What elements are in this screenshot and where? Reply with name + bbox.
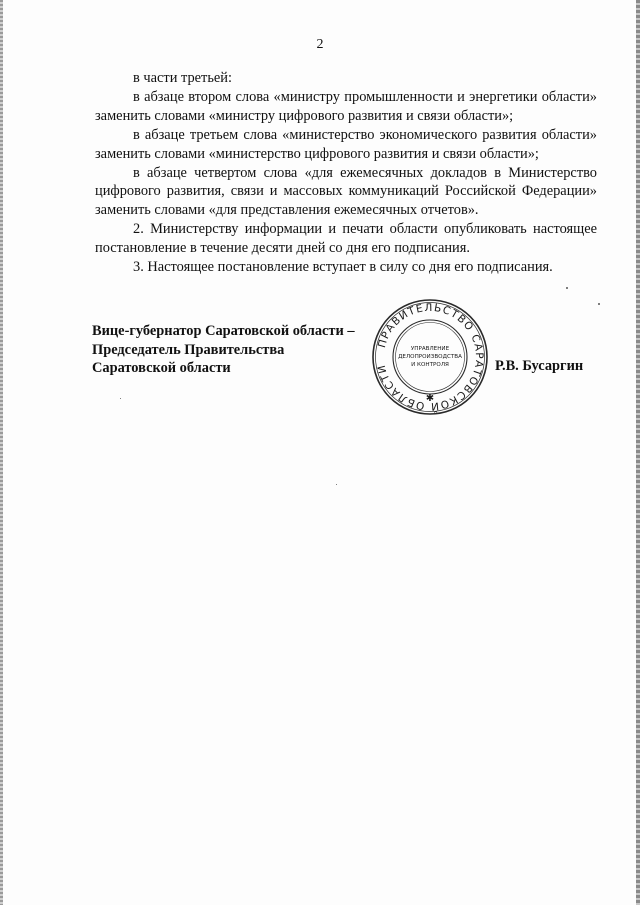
scan-speck [566, 287, 568, 289]
paragraph-third-abzac: в абзаце третьем слова «министерство экономического развития области» заменить словами «министерство цифрового развития и связи области»; [95, 126, 597, 162]
seal-inner-line: ДЕЛОПРОИЗВОДСТВА [398, 354, 462, 360]
scan-speck [336, 484, 337, 485]
signatory-title [92, 322, 392, 378]
seal-outer-text: ПРАВИТЕЛЬСТВО САРАТОВСКОЙ ОБЛАСТИ [375, 301, 486, 413]
paragraph-item-2: 2. Министерству информации и печати области опубликовать настоящее постановление в течение десяти дней со дня его подписания. [95, 221, 597, 257]
scan-speck [598, 303, 600, 305]
seal-star-icon: ✱ [425, 393, 435, 404]
signatory-name: Р.В. Бусаргин [495, 358, 584, 374]
scan-edge-right [636, 0, 640, 905]
signatory-title-line: Вице-губернатор Саратовской области – [92, 323, 355, 339]
signatory-title-line: Председатель Правительства [92, 341, 285, 358]
paragraph-item-3: 3. Настоящее постановление вступает в силу со дня его подписания. [133, 259, 553, 276]
paragraph-part-three: в части третьей: [133, 70, 232, 86]
scan-speck [120, 398, 121, 399]
seal-inner-line: УПРАВЛЕНИЕ [410, 346, 450, 352]
seal-inner-line: И КОНТРОЛЯ [411, 362, 449, 368]
paragraph-second-abzac: в абзаце втором слова «министру промышленности и энергетики области» заменить словами «министру цифрового развития и связи области»; [95, 88, 597, 124]
signatory-title-line: Саратовской области [92, 360, 231, 376]
document-body [95, 69, 597, 277]
page-number: 2 [316, 37, 324, 52]
official-seal-stamp [370, 297, 490, 417]
scan-edge-left [0, 0, 3, 905]
paragraph-fourth-abzac: в абзаце четвертом слова «для ежемесячных докладов в Министерство цифрового развития, связи и массовых коммуникаций Российской Федерации» заменить словами «для представления ежемесячных отчетов». [95, 164, 597, 219]
